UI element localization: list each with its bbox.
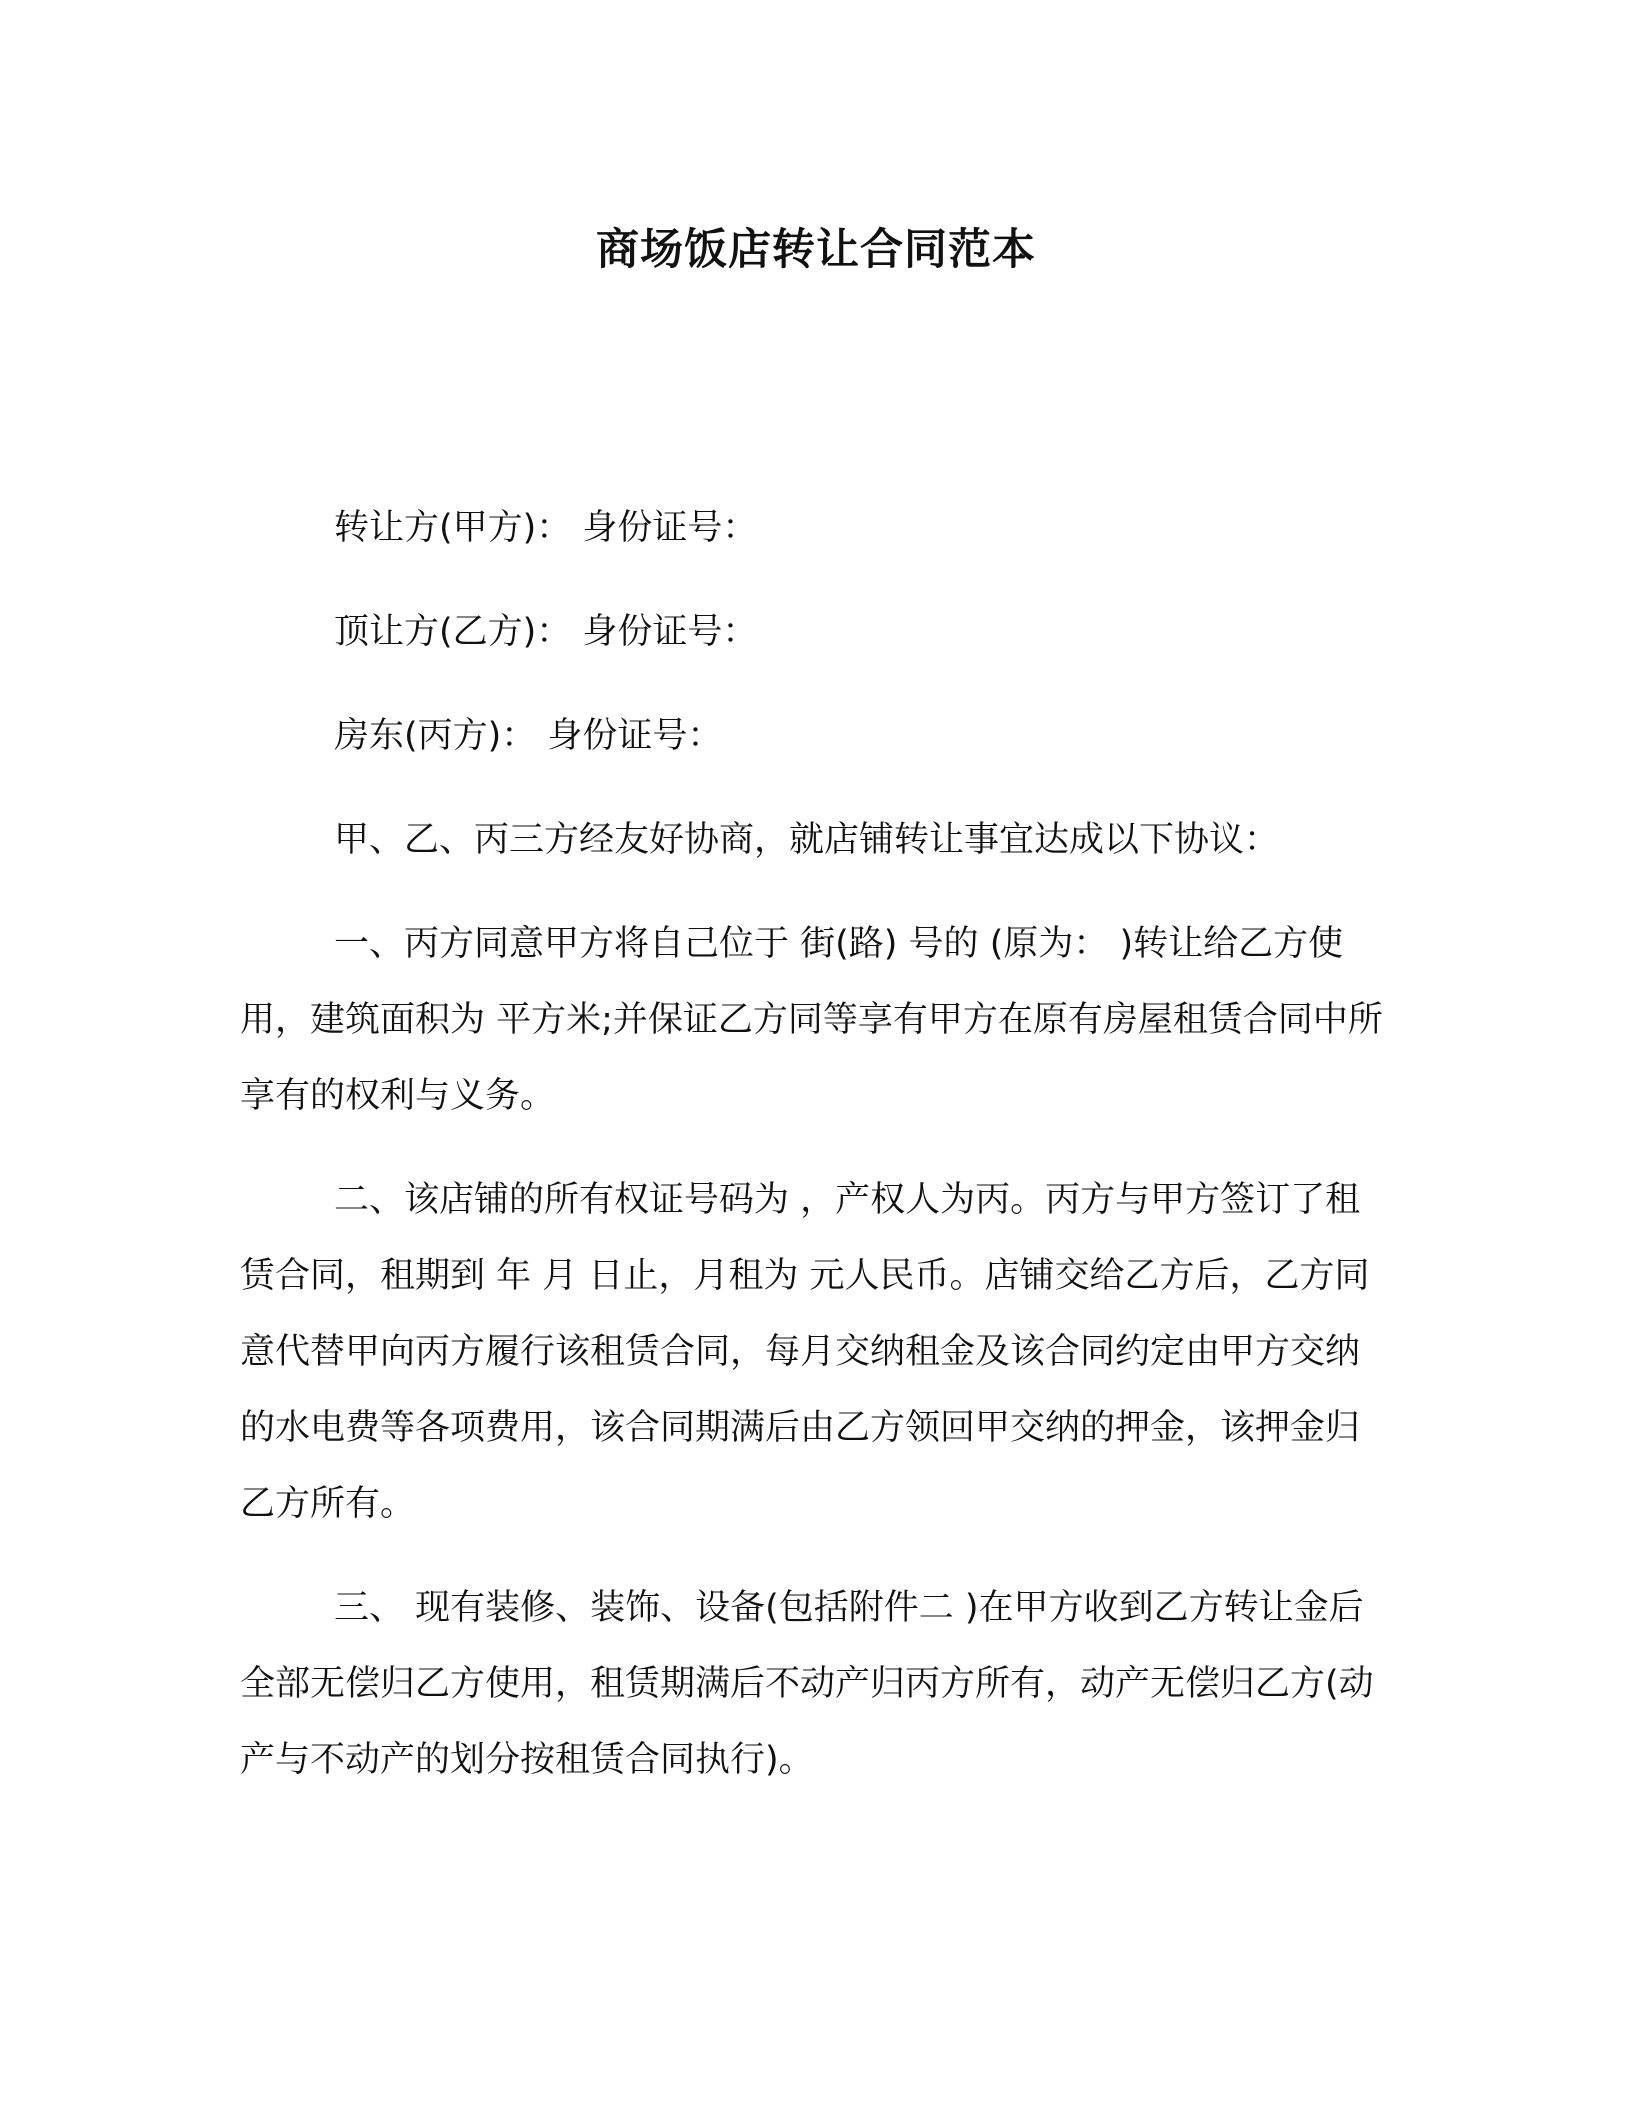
party-a-line: 转让方(甲方)： 身份证号： (334, 508, 758, 548)
document-title: 商场饭店转让合同范本 (596, 225, 1036, 275)
document-body (240, 490, 1390, 1798)
intro-paragraph: 甲、乙、丙三方经友好协商，就店铺转让事宜达成以下协议： (334, 820, 1280, 860)
clause-3-paragraph: 三、 现有装修、装饰、设备(包括附件二 )在甲方收到乙方转让金后全部无偿归乙方使用，租赁期满后不动产归丙方所有，动产无偿归乙方(动产与不动产的划分按租赁合同执行)。 (240, 1588, 1374, 1780)
party-b-line: 顶让方(乙方)： 身份证号： (334, 612, 758, 652)
clause-1-paragraph: 一、丙方同意甲方将自己位于 街(路) 号的 (原为： )转让给乙方使用，建筑面积为 平方米;并保证乙方同等享有甲方在原有房屋租赁合同中所享有的权利与义务。 (240, 924, 1383, 1116)
clause-2-paragraph: 二、该店铺的所有权证号码为 ，产权人为丙。丙方与甲方签订了租赁合同，租期到 年 月 日止，月租为 元人民币。店铺交给乙方后，乙方同意代替甲向丙方履行该租赁合同，每月交纳租金及该合同约定由甲方交纳的水电费等各项费用，该合同期满后由乙方领回甲交纳的押金，该押金归乙方所有。 (240, 1180, 1370, 1524)
party-c-line: 房东(丙方)： 身份证号： (334, 716, 723, 756)
